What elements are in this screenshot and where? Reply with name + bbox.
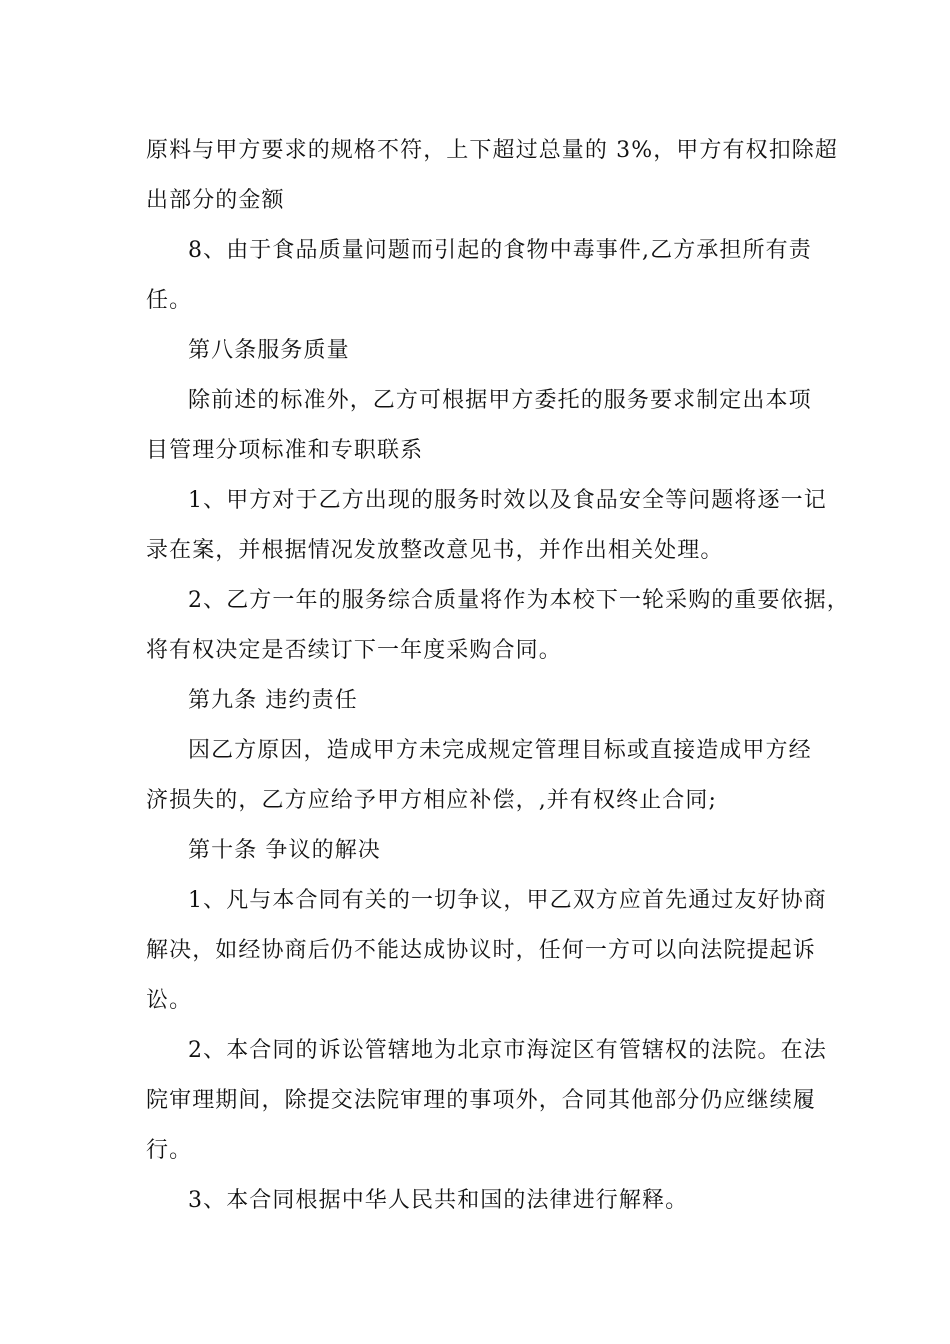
text-line: 行。 <box>146 1138 193 1163</box>
paragraph-dispute-item-1: 1、凡与本合同有关的一切争议，甲乙双方应首先通过友好协商 <box>188 888 827 913</box>
paragraph-service-quality: 除前述的标准外，乙方可根据甲方委托的服务要求制定出本项 <box>188 388 812 413</box>
paragraph-dispute-item-3: 3、本合同根据中华人民共和国的法律进行解释。 <box>188 1188 689 1213</box>
paragraph-dispute-item-2: 2、本合同的诉讼管辖地为北京市海淀区有管辖权的法院。在法 <box>188 1038 827 1063</box>
text-line: 将有权决定是否续订下一年度采购合同。 <box>146 638 562 663</box>
text-line: 解决，如经协商后仍不能达成协议时，任何一方可以向法院提起诉 <box>146 938 816 963</box>
section-heading-article-8: 第八条服务质量 <box>188 338 350 363</box>
text-line: 院审理期间，除提交法院审理的事项外，合同其他部分仍应继续履 <box>146 1088 816 1113</box>
paragraph-clause-8: 8、由于食品质量问题而引起的食物中毒事件,乙方承担所有责 <box>188 238 812 263</box>
text-line: 原料与甲方要求的规格不符，上下超过总量的 3%，甲方有权扣除超 <box>146 138 838 163</box>
text-line: 出部分的金额 <box>146 188 285 213</box>
text-line: 济损失的，乙方应给予甲方相应补偿，,并有权终止合同; <box>146 788 718 813</box>
text-line: 讼。 <box>146 988 193 1013</box>
paragraph-breach-liability: 因乙方原因，造成甲方未完成规定管理目标或直接造成甲方经 <box>188 738 812 763</box>
paragraph-item-2: 2、乙方一年的服务综合质量将作为本校下一轮采购的重要依据， <box>188 588 850 613</box>
text-line: 目管理分项标准和专职联系 <box>146 438 424 463</box>
text-line: 任。 <box>146 288 193 313</box>
text-line: 录在案，并根据情况发放整改意见书，并作出相关处理。 <box>146 538 724 563</box>
section-heading-article-10: 第十条 争议的解决 <box>188 838 381 863</box>
section-heading-article-9: 第九条 违约责任 <box>188 688 358 713</box>
paragraph-item-1: 1、甲方对于乙方出现的服务时效以及食品安全等问题将逐一记 <box>188 488 827 513</box>
